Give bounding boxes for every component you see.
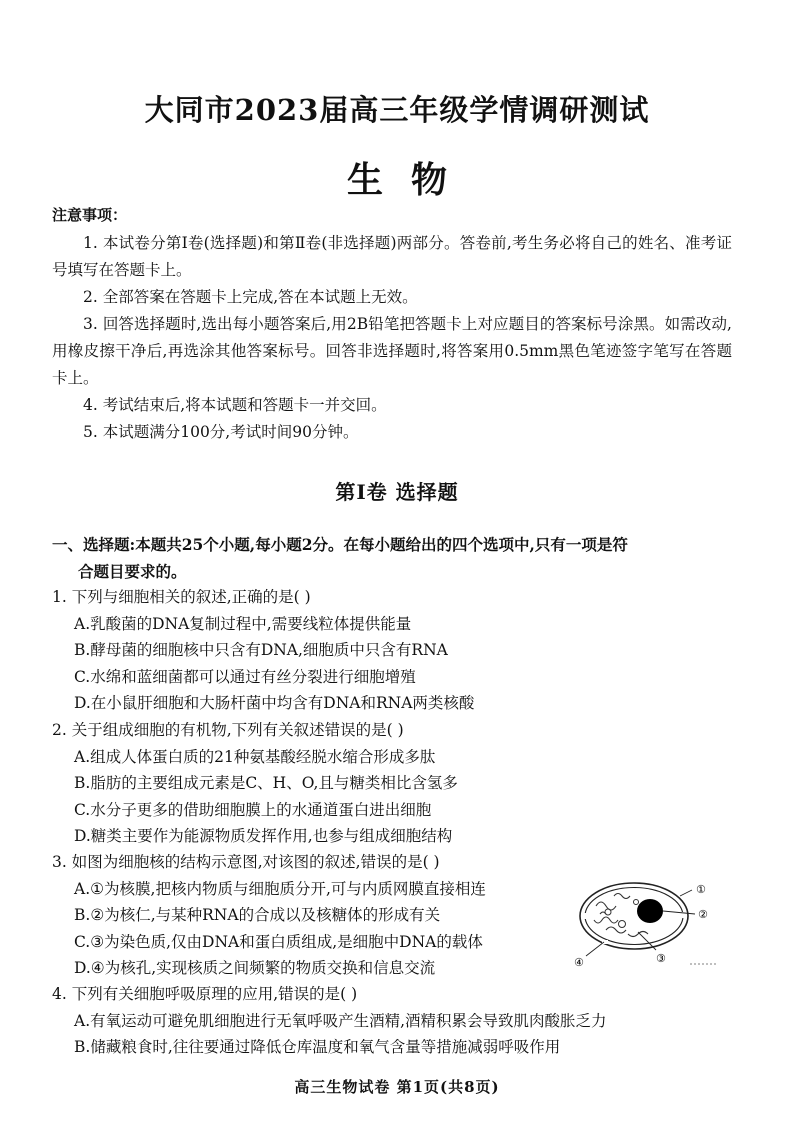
option-d: D.在小鼠肝细胞和大肠杆菌中均含有DNA和RNA两类核酸 [74,694,475,712]
option-d: D.④为核孔,实现核质之间频繁的物质交换和信息交流 [74,959,436,977]
notice-item: 5. 本试题满分100分,考试时间90分钟。 [83,423,359,441]
notice-item: 1. 本试卷分第Ⅰ卷(选择题)和第Ⅱ卷(非选择题)两部分。答卷前,考生务必将自己的姓名、准考证号填写在答题卡上。 [52,234,732,279]
part-one-line: 一、选择题:本题共25个小题,每小题2分。在每小题给出的四个选项中,只有一项是符 [52,535,628,554]
option-a: A.组成人体蛋白质的21种氨基酸经脱水缩合形成多肽 [74,747,436,766]
label-4: ④ [574,956,584,968]
section-title: 第Ⅰ卷 选择题 [335,480,459,504]
leader-line [680,890,692,896]
question-stem: 1. 下列与细胞相关的叙述,正确的是( ) [52,588,311,606]
leader-line [586,942,604,956]
option-a: A.①为核膜,把核内物质与细胞质分开,可与内质网膜直接相连 [74,879,486,898]
part-one-instructions [52,531,732,585]
option-b: B.酵母菌的细胞核中只含有DNA,细胞质中只含有RNA [74,641,448,659]
option-c: C.水绵和蓝细菌都可以通过有丝分裂进行细胞增殖 [74,667,416,686]
nucleus-diagram [572,868,722,968]
question-stem: 3. 如图为细胞核的结构示意图,对该图的叙述,错误的是( ) [52,853,440,871]
chromatin-loop [634,900,639,905]
notice-item: 3. 回答选择题时,选出每小题答案后,用2B铅笔把答题卡上对应题目的答案标号涂黑。如需改动,用橡皮擦干净后,再选涂其他答案标号。回答非选择题时,将答案用0.5mm黑色笔迹签字笔写在答题卡上。 [52,315,732,387]
label-1: ① [696,883,706,896]
option-b: B.②为核仁,与某种RNA的合成以及核糖体的形成有关 [74,906,441,924]
question-1 [52,584,742,717]
question-2 [52,717,742,850]
page-footer: 高三生物试卷 第1页(共8页) [294,1078,500,1096]
nuclear-envelope-outer [580,883,688,949]
notice-item: 4. 考试结束后,将本试题和答题卡一并交回。 [83,396,387,414]
option-a: A.有氧运动可避免肌细胞进行无氧呼吸产生酒精,酒精积累会导致肌肉酸胀乏力 [74,1011,607,1030]
chromatin-loop [619,921,626,928]
question-stem: 2. 关于组成细胞的有机物,下列有关叙述错误的是( ) [52,721,404,739]
nucleolus [637,899,663,923]
question-4 [52,981,742,1061]
subject-title: 生物 [346,159,475,201]
option-c: C.水分子更多的借助细胞膜上的水通道蛋白进出细胞 [74,800,432,819]
option-c: C.③为染色质,仅由DNA和蛋白质组成,是细胞中DNA的载体 [74,932,483,951]
option-b: B.储藏粮食时,往往要通过降低仓库温度和氧气含量等措施减弱呼吸作用 [74,1038,561,1056]
chromatin-loop [605,909,611,915]
leader-line [663,911,695,914]
option-a: A.乳酸菌的DNA复制过程中,需要线粒体提供能量 [74,614,412,633]
exam-title: 大同市2023届高三年级学情调研测试 [144,93,650,127]
notice-heading: 注意事项： [52,206,128,224]
label-2: ② [698,908,708,921]
nuclear-pore [582,913,586,919]
notice-item: 2. 全部答案在答题卡上完成,答在本试题上无效。 [83,288,418,306]
notice-list [52,230,732,446]
option-d: D.糖类主要作为能源物质发挥作用,也参与组成细胞结构 [74,827,453,845]
label-3: ③ [656,952,666,965]
part-one-line: 合题目要求的。 [78,562,187,581]
question-stem: 4. 下列有关细胞呼吸原理的应用,错误的是( ) [52,985,358,1003]
option-b: B.脂肪的主要组成元素是C、H、O,且与糖类相比含氢多 [74,774,458,792]
